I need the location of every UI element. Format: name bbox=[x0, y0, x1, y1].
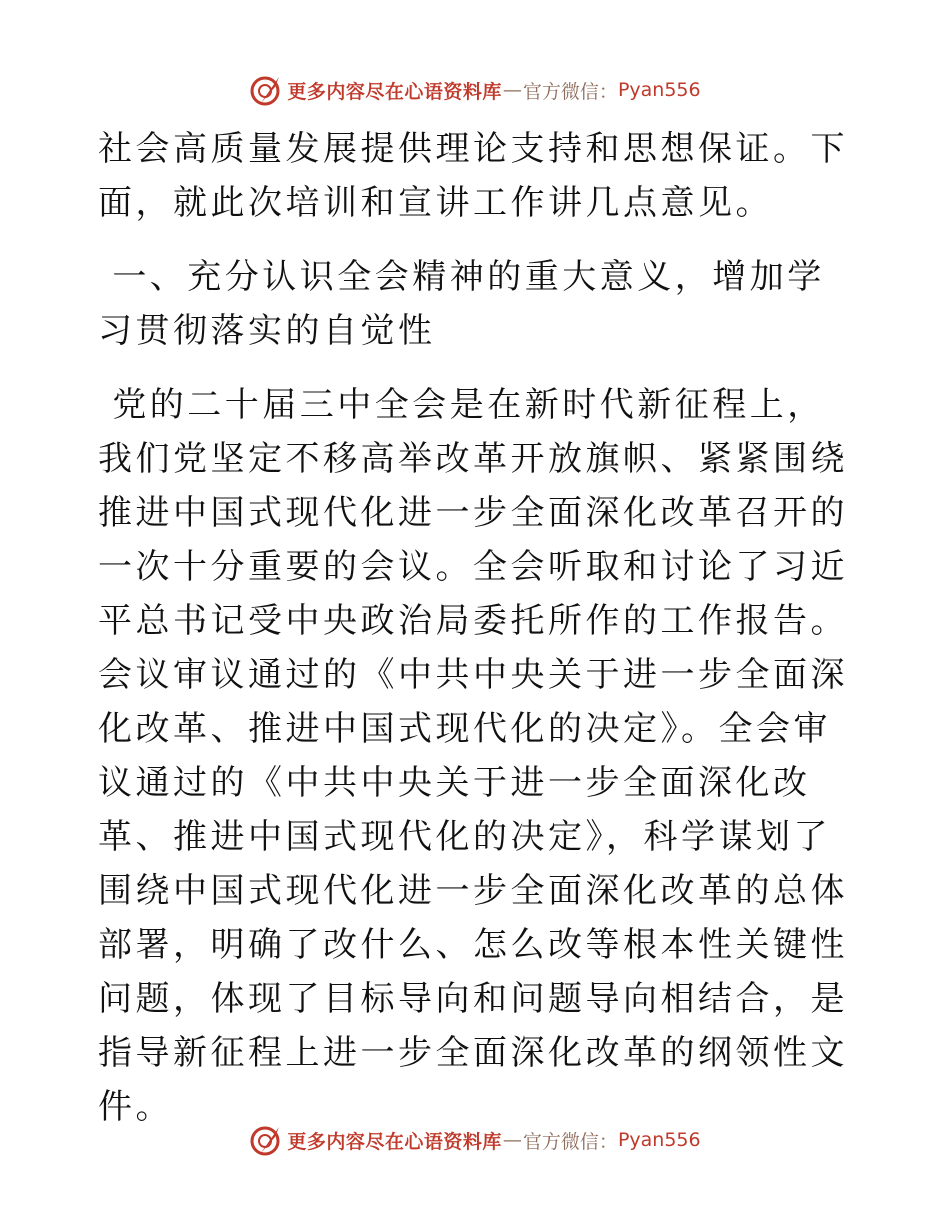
paragraph-intro: 社会高质量发展提供理论支持和思想保证。下面，就此次培训和宣讲工作讲几点意见。 bbox=[98, 129, 848, 223]
watermark-separator: — bbox=[502, 79, 522, 101]
watermark-contact-label: 官方微信： bbox=[522, 1130, 618, 1153]
quill-logo-icon bbox=[249, 1123, 283, 1157]
document-body bbox=[98, 122, 858, 1134]
quill-logo-icon bbox=[249, 73, 283, 107]
paragraph-plenum: 党的二十届三中全会是在新时代新征程上，我们党坚定不移高举改革开放旗帜、紧紧围绕推进中国式现代化进一步全面深化改革召开的一次十分重要的会议。全会听取和讨论了习近平总书记受中央政治局委托所作的工作报告。会议审议通过的《中共中央关于进一步全面深化改革、推进中国式现代化的决定》。全会审议通过的《中共中央关于进一步全面深化改革、推进中国式现代化的决定》，科学谋划了围绕中国式现代化进一步全面深化改革的总体部署，明确了改什么、怎么改等根本性关键性问题，体现了目标导向和问题导向相结合，是指导新征程上进一步全面深化改革的纲领性文件。 bbox=[98, 385, 848, 1127]
footer-watermark bbox=[0, 1120, 950, 1160]
section-heading-one: 一、充分认识全会精神的重大意义，增加学习贯彻落实的自觉性 bbox=[98, 257, 825, 351]
watermark-contact-id: Pyan556 bbox=[617, 1129, 701, 1151]
watermark-separator: — bbox=[502, 1129, 522, 1151]
watermark-contact-label: 官方微信： bbox=[522, 80, 618, 103]
watermark-brand: 更多内容尽在心语资料库 bbox=[287, 80, 502, 103]
watermark-brand: 更多内容尽在心语资料库 bbox=[287, 1130, 502, 1153]
watermark-contact-id: Pyan556 bbox=[617, 79, 701, 101]
header-watermark bbox=[0, 70, 950, 110]
